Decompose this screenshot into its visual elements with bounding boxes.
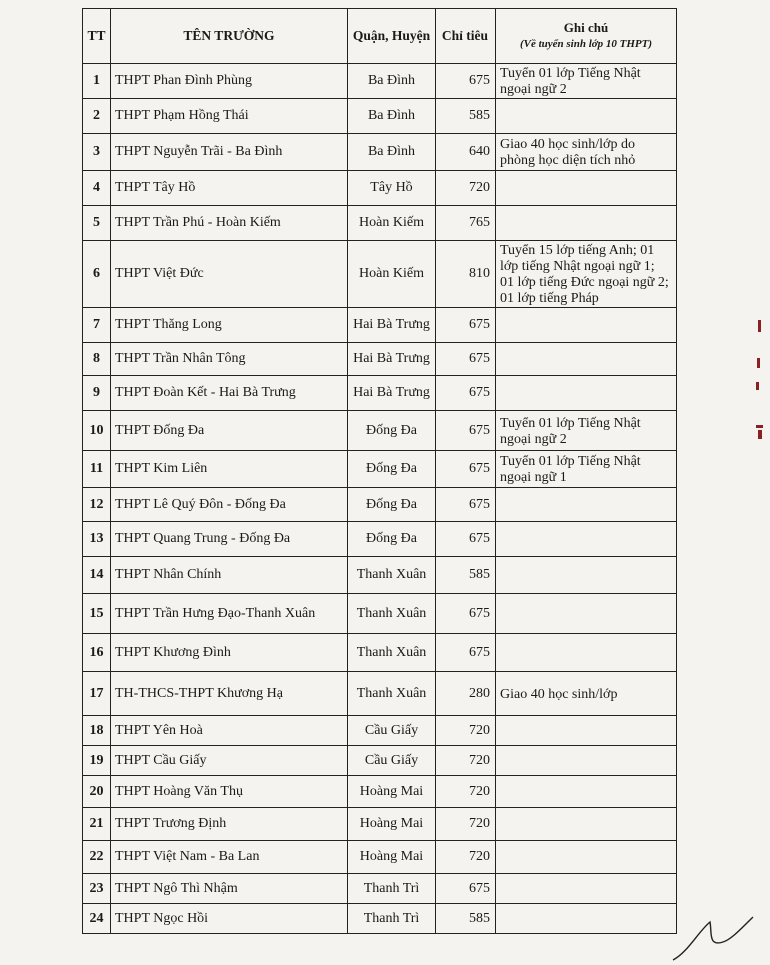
table-row xyxy=(83,557,677,594)
row-note xyxy=(496,522,677,557)
row-school-name: THPT Phan Đình Phùng xyxy=(111,64,348,99)
header-note-subtitle: (Về tuyển sinh lớp 10 THPT) xyxy=(519,38,653,50)
table-row xyxy=(83,99,677,134)
row-district: Cầu Giấy xyxy=(348,716,436,746)
row-note xyxy=(496,376,677,411)
row-district: Đống Đa xyxy=(348,451,436,488)
header-school-name: TÊN TRƯỜNG xyxy=(111,9,348,64)
row-district: Ba Đình xyxy=(348,134,436,171)
row-note xyxy=(496,874,677,904)
row-school-name: THPT Thăng Long xyxy=(111,308,348,343)
row-tt: 23 xyxy=(83,874,111,904)
row-tt: 17 xyxy=(83,672,111,716)
table-row xyxy=(83,841,677,874)
table-row xyxy=(83,874,677,904)
row-tt: 6 xyxy=(83,241,111,308)
row-school-name: THPT Phạm Hồng Thái xyxy=(111,99,348,134)
row-district: Đống Đa xyxy=(348,522,436,557)
row-tt: 3 xyxy=(83,134,111,171)
row-district: Ba Đình xyxy=(348,64,436,99)
row-quota: 675 xyxy=(436,451,496,488)
row-school-name: THPT Ngọc Hồi xyxy=(111,904,348,934)
row-tt: 13 xyxy=(83,522,111,557)
row-district: Hai Bà Trưng xyxy=(348,376,436,411)
row-tt: 19 xyxy=(83,746,111,776)
row-quota: 765 xyxy=(436,206,496,241)
table-header-row xyxy=(83,9,677,64)
row-note xyxy=(496,308,677,343)
row-school-name: THPT Hoàng Văn Thụ xyxy=(111,776,348,808)
row-school-name: THPT Nhân Chính xyxy=(111,557,348,594)
table-row xyxy=(83,634,677,672)
header-district: Quận, Huyện xyxy=(348,9,436,64)
row-note xyxy=(496,488,677,522)
table-row xyxy=(83,134,677,171)
row-tt: 8 xyxy=(83,343,111,376)
row-district: Thanh Xuân xyxy=(348,634,436,672)
row-tt: 24 xyxy=(83,904,111,934)
row-district: Hai Bà Trưng xyxy=(348,343,436,376)
row-tt: 14 xyxy=(83,557,111,594)
row-district: Đống Đa xyxy=(348,411,436,451)
table-row xyxy=(83,376,677,411)
row-quota: 675 xyxy=(436,411,496,451)
row-note xyxy=(496,171,677,206)
row-note xyxy=(496,716,677,746)
row-school-name: THPT Khương Đình xyxy=(111,634,348,672)
row-note xyxy=(496,99,677,134)
row-note xyxy=(496,746,677,776)
row-tt: 9 xyxy=(83,376,111,411)
table-row xyxy=(83,776,677,808)
table-row xyxy=(83,594,677,634)
row-note: Tuyển 01 lớp Tiếng Nhật ngoại ngữ 2 xyxy=(496,411,677,451)
row-note xyxy=(496,776,677,808)
row-note: Tuyển 01 lớp Tiếng Nhật ngoại ngữ 2 xyxy=(496,64,677,99)
row-tt: 20 xyxy=(83,776,111,808)
header-note-title: Ghi chú xyxy=(563,20,609,35)
row-quota: 675 xyxy=(436,594,496,634)
row-quota: 585 xyxy=(436,99,496,134)
table-row xyxy=(83,522,677,557)
table-body xyxy=(83,64,677,934)
row-school-name: THPT Tây Hồ xyxy=(111,171,348,206)
signature-stroke xyxy=(668,912,758,962)
row-district: Đống Đa xyxy=(348,488,436,522)
row-quota: 720 xyxy=(436,171,496,206)
row-school-name: THPT Ngô Thì Nhậm xyxy=(111,874,348,904)
table-row xyxy=(83,904,677,934)
row-tt: 16 xyxy=(83,634,111,672)
row-tt: 15 xyxy=(83,594,111,634)
row-district: Thanh Xuân xyxy=(348,557,436,594)
row-district: Hoàng Mai xyxy=(348,776,436,808)
row-school-name: THPT Đoàn Kết - Hai Bà Trưng xyxy=(111,376,348,411)
row-quota: 720 xyxy=(436,746,496,776)
row-quota: 585 xyxy=(436,904,496,934)
row-note xyxy=(496,343,677,376)
row-note xyxy=(496,634,677,672)
row-tt: 10 xyxy=(83,411,111,451)
row-quota: 675 xyxy=(436,874,496,904)
row-district: Hai Bà Trưng xyxy=(348,308,436,343)
row-quota: 720 xyxy=(436,808,496,841)
row-district: Thanh Trì xyxy=(348,904,436,934)
row-note xyxy=(496,841,677,874)
row-district: Hoàng Mai xyxy=(348,808,436,841)
row-note xyxy=(496,557,677,594)
row-school-name: THPT Quang Trung - Đống Đa xyxy=(111,522,348,557)
row-quota: 280 xyxy=(436,672,496,716)
table-row xyxy=(83,451,677,488)
row-district: Hoàn Kiếm xyxy=(348,206,436,241)
row-tt: 5 xyxy=(83,206,111,241)
row-quota: 585 xyxy=(436,557,496,594)
row-note xyxy=(496,206,677,241)
row-tt: 21 xyxy=(83,808,111,841)
row-note xyxy=(496,808,677,841)
row-quota: 720 xyxy=(436,776,496,808)
margin-marks xyxy=(748,320,766,460)
table-row xyxy=(83,206,677,241)
row-tt: 2 xyxy=(83,99,111,134)
table-row xyxy=(83,343,677,376)
row-quota: 675 xyxy=(436,308,496,343)
row-district: Ba Đình xyxy=(348,99,436,134)
row-district: Hoàng Mai xyxy=(348,841,436,874)
row-tt: 7 xyxy=(83,308,111,343)
table-row xyxy=(83,488,677,522)
table-row xyxy=(83,171,677,206)
row-quota: 675 xyxy=(436,634,496,672)
row-district: Thanh Xuân xyxy=(348,594,436,634)
table-row xyxy=(83,672,677,716)
row-note xyxy=(496,904,677,934)
table-row xyxy=(83,241,677,308)
table-row xyxy=(83,64,677,99)
schools-table xyxy=(82,8,677,934)
row-district: Cầu Giấy xyxy=(348,746,436,776)
row-tt: 4 xyxy=(83,171,111,206)
row-tt: 12 xyxy=(83,488,111,522)
table-row xyxy=(83,411,677,451)
row-note: Tuyển 01 lớp Tiếng Nhật ngoại ngữ 1 xyxy=(496,451,677,488)
row-school-name: THPT Việt Nam - Ba Lan xyxy=(111,841,348,874)
row-school-name: THPT Đống Đa xyxy=(111,411,348,451)
table-row xyxy=(83,808,677,841)
row-tt: 11 xyxy=(83,451,111,488)
row-school-name: TH-THCS-THPT Khương Hạ xyxy=(111,672,348,716)
header-quota: Chỉ tiêu xyxy=(436,9,496,64)
row-school-name: THPT Trần Phú - Hoàn Kiếm xyxy=(111,206,348,241)
row-district: Hoàn Kiếm xyxy=(348,241,436,308)
table-row xyxy=(83,308,677,343)
row-school-name: THPT Trần Hưng Đạo-Thanh Xuân xyxy=(111,594,348,634)
row-tt: 22 xyxy=(83,841,111,874)
row-school-name: THPT Việt Đức xyxy=(111,241,348,308)
row-tt: 1 xyxy=(83,64,111,99)
row-school-name: THPT Lê Quý Đôn - Đống Đa xyxy=(111,488,348,522)
row-quota: 810 xyxy=(436,241,496,308)
row-quota: 675 xyxy=(436,64,496,99)
row-quota: 675 xyxy=(436,522,496,557)
row-note: Giao 40 học sinh/lớp xyxy=(496,672,677,716)
row-district: Tây Hồ xyxy=(348,171,436,206)
row-note: Tuyển 15 lớp tiếng Anh; 01 lớp tiếng Nhật ngoại ngữ 1; 01 lớp tiếng Đức ngoại ngữ 2; 01 lớp tiếng Pháp xyxy=(496,241,677,308)
row-district: Thanh Xuân xyxy=(348,672,436,716)
row-note xyxy=(496,594,677,634)
table-row xyxy=(83,716,677,746)
header-tt: TT xyxy=(83,9,111,64)
row-quota: 675 xyxy=(436,343,496,376)
row-tt: 18 xyxy=(83,716,111,746)
row-district: Thanh Trì xyxy=(348,874,436,904)
row-school-name: THPT Cầu Giấy xyxy=(111,746,348,776)
row-quota: 675 xyxy=(436,376,496,411)
row-school-name: THPT Kim Liên xyxy=(111,451,348,488)
row-quota: 675 xyxy=(436,488,496,522)
row-school-name: THPT Trương Định xyxy=(111,808,348,841)
row-school-name: THPT Nguyễn Trãi - Ba Đình xyxy=(111,134,348,171)
row-school-name: THPT Trần Nhân Tông xyxy=(111,343,348,376)
row-note: Giao 40 học sinh/lớp do phòng học diện tích nhỏ xyxy=(496,134,677,171)
row-school-name: THPT Yên Hoà xyxy=(111,716,348,746)
row-quota: 720 xyxy=(436,716,496,746)
row-quota: 640 xyxy=(436,134,496,171)
row-quota: 720 xyxy=(436,841,496,874)
table-row xyxy=(83,746,677,776)
header-note xyxy=(496,9,677,64)
